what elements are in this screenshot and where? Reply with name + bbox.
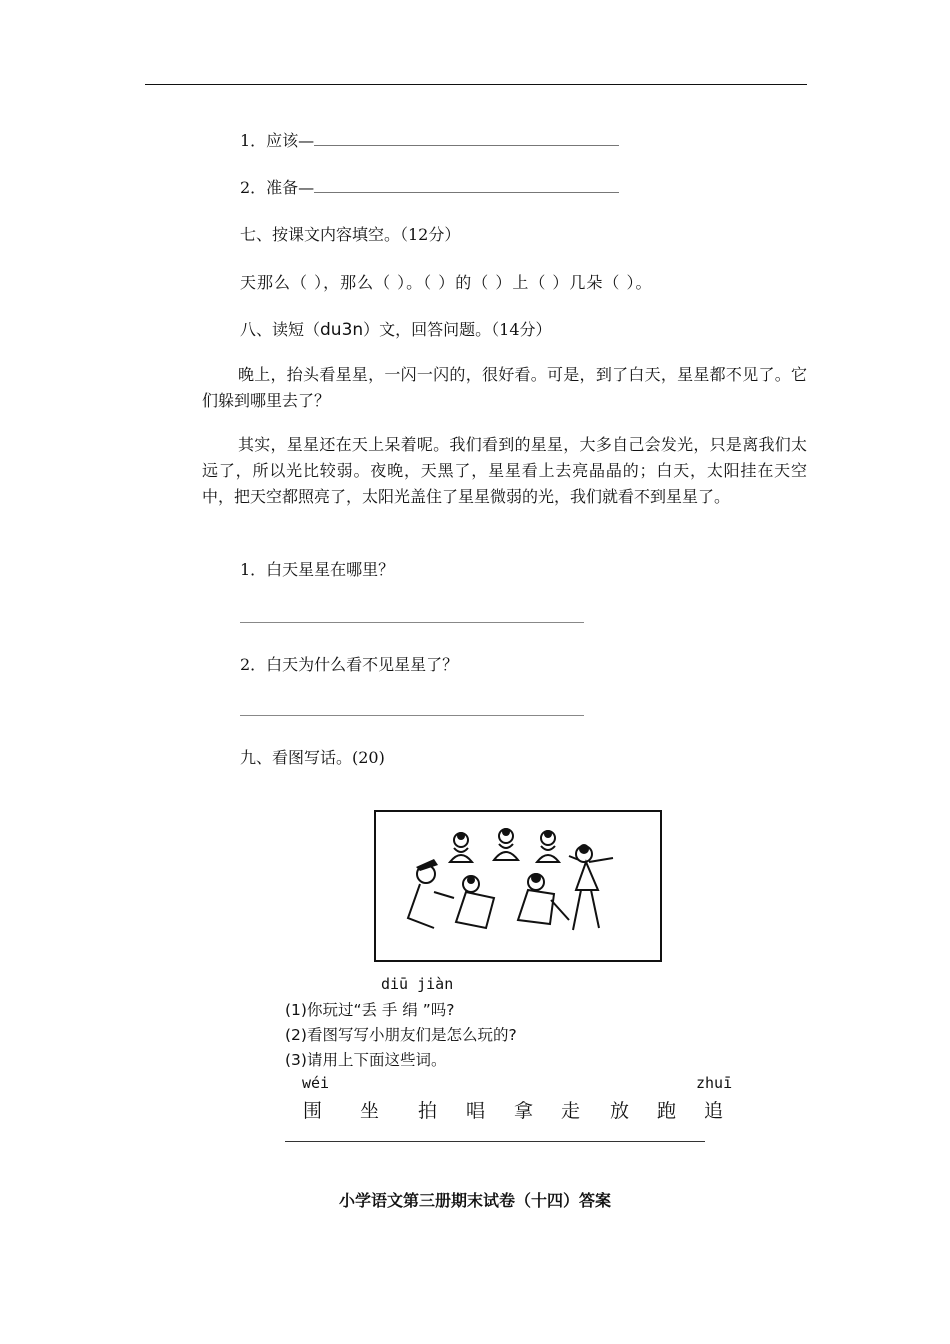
word-na: 拿 (514, 1100, 534, 1122)
pinyin-diu-jian: diū jiàn (381, 975, 454, 993)
answer-line-2[interactable] (240, 715, 584, 716)
section8-heading-post: ）文，回答问题。（14分） (363, 320, 552, 339)
section8-heading-pre: 八、读短（ (240, 320, 321, 339)
word-fang: 放 (610, 1100, 630, 1122)
section7-heading: 七、按课文内容填空。（12分） (240, 225, 461, 244)
question-1: 1．白天星星在哪里？ (240, 560, 395, 579)
answer-key-title: 小学语文第三册期末试卷（十四）答案 (338, 1191, 611, 1210)
prompt-1: (1)你玩过“丢 手 绢 ”吗? (285, 1001, 455, 1019)
word-zhui: 追 (704, 1100, 724, 1122)
prompt-3: (3)请用上下面这些词。 (285, 1051, 447, 1069)
reading-paragraph-2: 其实，星星还在天上呆着呢。我们看到的星星，大多自己会发光，只是离我们太远了，所以光比较弱。夜晚，天黑了，星星看上去亮晶晶的；白天，太阳挂在天空中，把天空都照亮了，太阳光盖住了星星微弱的光，我们就看不到星星了。 (202, 435, 807, 506)
item-zhunbei-blank[interactable] (314, 180, 619, 193)
item-yinggai (240, 128, 619, 151)
word-wei: 围 (303, 1100, 323, 1122)
word-zuo: 坐 (360, 1100, 380, 1122)
item-zhunbei-label: 2．准备— (240, 178, 315, 197)
item-zhunbei (240, 175, 619, 198)
top-rule (145, 84, 807, 85)
section8-heading-pinyin: du3n (320, 320, 364, 340)
answer-line-1[interactable] (240, 622, 584, 623)
question-2: 2．白天为什么看不见星星了？ (240, 655, 459, 674)
writing-line[interactable] (285, 1141, 705, 1142)
pinyin-wei: wéi (302, 1074, 330, 1092)
item-yinggai-blank[interactable] (314, 133, 619, 146)
section7-fill-line: 天那么（ ），那么（ ）。（ ）的（ ）上（ ）几朵（ ）。 (240, 273, 653, 292)
item-yinggai-label: 1．应该— (240, 131, 315, 150)
reading-paragraph-1: 晚上，抬头看星星，一闪一闪的，很好看。可是，到了白天，星星都不见了。它们躲到哪里去了？ (202, 365, 807, 410)
word-pao: 跑 (657, 1100, 677, 1122)
word-chang: 唱 (466, 1100, 486, 1122)
pinyin-zhui: zhuī (696, 1074, 733, 1092)
word-pai: 拍 (418, 1100, 438, 1122)
children-playing-drawing (376, 812, 660, 960)
section9-heading: 九、看图写话。(20) (240, 748, 385, 767)
word-zou: 走 (561, 1100, 581, 1122)
section8-heading (240, 317, 552, 340)
children-playing-illustration (374, 810, 662, 962)
prompt-2: (2)看图写写小朋友们是怎么玩的? (285, 1026, 517, 1044)
